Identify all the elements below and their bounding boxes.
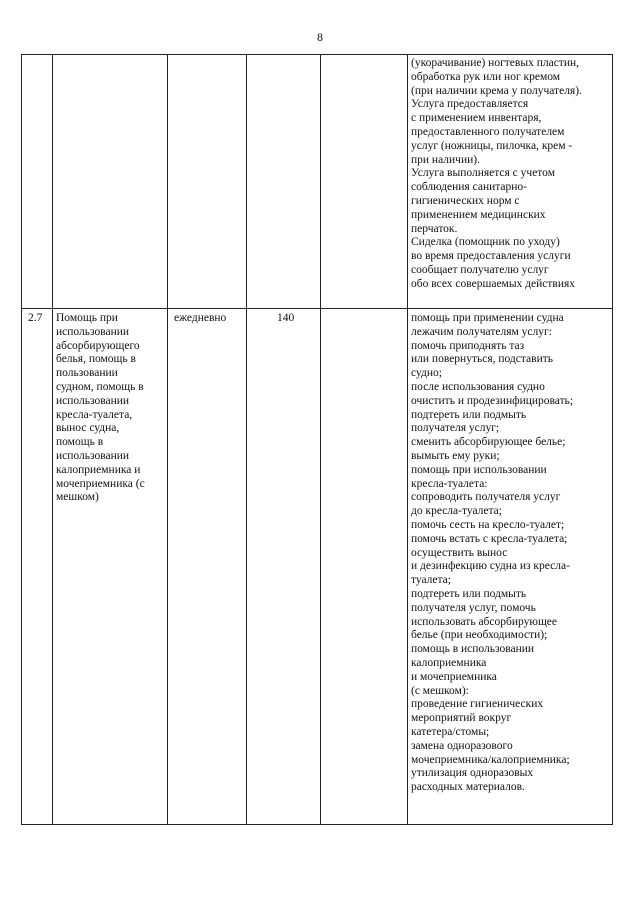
text-line: помочь приподнять таз: [411, 339, 525, 352]
text-line: использовании: [56, 449, 130, 462]
text-line: перчаток.: [411, 222, 458, 235]
text-line: использовании: [56, 394, 130, 407]
frequency-cell: ежедневно: [168, 309, 247, 825]
table-row: [22, 55, 613, 309]
service-number-cell: [22, 55, 53, 309]
text-line: помощь в: [56, 436, 104, 449]
text-line: катетера/стомы;: [411, 725, 490, 738]
text-line: обработка рук или ног кремом: [411, 70, 561, 83]
text-line: с применением инвентаря,: [411, 112, 542, 125]
text-line: абсорбирующего: [56, 339, 140, 352]
text-line: (при наличии крема у получателя).: [411, 84, 582, 97]
text-line: очистить и продезинфицировать;: [411, 394, 574, 407]
table-row: [22, 309, 613, 825]
text-line: пользовании: [56, 367, 118, 380]
text-line: услуг (ножницы, пилочка, крем -: [411, 139, 573, 152]
text-line: вынос судна,: [56, 422, 120, 435]
text-line: использовать абсорбирующее: [411, 615, 558, 628]
text-line: предоставленного получателем: [411, 125, 565, 138]
text-line: мочеприемника/калоприемника;: [411, 753, 570, 766]
services-table: [21, 54, 613, 825]
text-line: во время предоставления услуги: [411, 250, 571, 263]
service-name-cell: [53, 55, 168, 309]
text-line: после использования судно: [411, 380, 545, 393]
text-line: мочеприемника (с: [56, 477, 145, 490]
text-line: обо всех совершаемых действиях: [411, 277, 576, 290]
text-line: мешком): [56, 491, 99, 504]
text-line: расходных материалов.: [411, 781, 525, 794]
text-line: гигиенических норм с: [411, 194, 520, 207]
text-line: до кресла-туалета;: [411, 505, 502, 518]
service-description-lines: [411, 312, 609, 795]
text-line: соблюдения санитарно-: [411, 181, 528, 194]
price-cell: [247, 55, 321, 309]
text-line: и дезинфекцию судна из кресла-: [411, 560, 570, 573]
text-line: или повернуться, подставить: [411, 353, 554, 366]
service-name-lines: [56, 312, 164, 505]
price-cell: 140: [247, 309, 321, 825]
text-line: утилизация одноразовых: [411, 767, 534, 780]
text-line: при наличии).: [411, 153, 480, 166]
text-line: судном, помощь в: [56, 380, 144, 393]
page-number: 8: [317, 30, 323, 44]
text-line: белья, помощь в: [56, 353, 136, 366]
text-line: белье (при необходимости);: [411, 629, 548, 642]
text-line: получателя услуг, помочь: [411, 601, 536, 614]
service-description-lines: [411, 57, 609, 292]
text-line: Услуга выполняется с учетом: [411, 167, 555, 180]
text-line: замена одноразового: [411, 739, 513, 752]
text-line: подтереть или подмыть: [411, 587, 527, 600]
text-line: лежачим получателям услуг:: [411, 325, 552, 338]
text-line: получателя услуг;: [411, 422, 500, 435]
text-line: помощь в использовании: [411, 643, 535, 656]
text-line: Сиделка (помощник по уходу): [411, 236, 560, 249]
text-line: помощь при использовании: [411, 463, 547, 476]
text-line: туалета;: [411, 574, 451, 587]
text-line: сменить абсорбирующее белье;: [411, 436, 566, 449]
text-line: вымыть ему руки;: [411, 449, 500, 462]
text-line: Помощь при: [56, 312, 118, 324]
text-line: калоприемника: [411, 656, 487, 669]
text-line: мероприятий вокруг: [411, 712, 512, 725]
text-line: осуществить вынос: [411, 546, 508, 559]
service-description-cell: [408, 309, 613, 825]
text-line: помочь сесть на кресло-туалет;: [411, 518, 565, 531]
text-line: использовании: [56, 325, 130, 338]
text-line: (укорачивание) ногтевых пластин,: [411, 57, 580, 69]
text-line: калоприемника и: [56, 463, 141, 476]
service-number-cell: 2.7: [22, 309, 53, 825]
text-line: Услуга предоставляется: [411, 98, 529, 111]
text-line: применением медицинских: [411, 208, 546, 221]
text-line: и мочеприемника: [411, 670, 497, 683]
text-line: помочь встать с кресла-туалета;: [411, 532, 568, 545]
text-line: кресла-туалета:: [411, 477, 488, 490]
extra-cell: [321, 55, 408, 309]
service-name-cell: [53, 309, 168, 825]
text-line: судно;: [411, 367, 442, 380]
text-line: помощь при применении судна: [411, 312, 564, 324]
text-line: кресла-туалета,: [56, 408, 133, 421]
extra-cell: [321, 309, 408, 825]
frequency-cell: [168, 55, 247, 309]
text-line: сообщает получателю услуг: [411, 263, 549, 276]
text-line: (с мешком):: [411, 684, 469, 697]
text-line: сопроводить получателя услуг: [411, 491, 561, 504]
text-line: подтереть или подмыть: [411, 408, 527, 421]
text-line: проведение гигиенических: [411, 698, 544, 711]
service-description-cell: [408, 55, 613, 309]
